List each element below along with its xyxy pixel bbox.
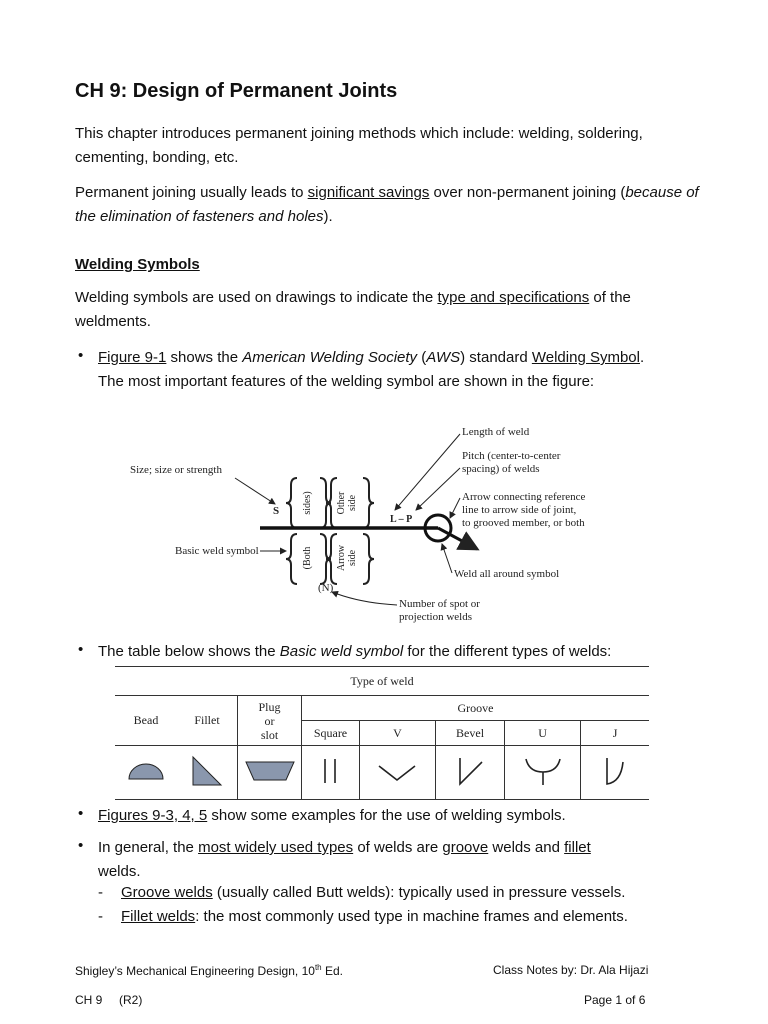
link-figures-9-3-4-5: Figures 9-3, 4, 5 [98, 807, 208, 824]
footer-book [75, 963, 343, 978]
intro-paragraph-2 [75, 181, 705, 229]
label-other-2: side [347, 494, 358, 512]
bullet-marker: • [78, 641, 84, 658]
footer-notes: Class Notes by: Dr. Ala Hijazi [493, 963, 649, 977]
label-pitch-2: spacing) of welds [462, 463, 540, 475]
italic-aws-name: American Welding Society [242, 349, 418, 366]
text: ). [323, 208, 333, 225]
text: Permanent joining usually leads to [75, 184, 308, 201]
symbol-square-cell [302, 746, 360, 800]
text: welds. [98, 863, 141, 880]
emphasis-welding-symbol: Welding Symbol [531, 349, 640, 366]
italic-note: because of the elimination of fasteners and holes [75, 184, 699, 225]
bullet-marker: • [78, 347, 84, 364]
label-lp: L – P [390, 514, 413, 525]
bullet-2 [98, 640, 698, 664]
label-spot-2: projection welds [399, 611, 473, 623]
col-bevel: Bevel [435, 721, 504, 746]
text: over non-permanent joining ( [429, 184, 626, 201]
plug-line-3: slot [260, 727, 279, 742]
col-v: V [359, 721, 435, 746]
col-j: J [581, 721, 649, 746]
symbol-plug-cell [238, 746, 302, 800]
section-heading: Welding Symbols [75, 256, 200, 273]
text: (usually called Butt welds): typically used in pressure vessels. [212, 884, 626, 901]
bullet-marker: • [78, 837, 84, 854]
text: Ed. [321, 964, 343, 978]
v-symbol-icon [375, 756, 419, 786]
label-pitch-1: Pitch (center-to-center [462, 450, 561, 462]
bullet-1 [98, 346, 698, 394]
leader-spot [332, 592, 397, 605]
bullet-3 [98, 804, 698, 828]
symbol-j-cell [581, 746, 649, 800]
label-spot-1: Number of spot or [399, 598, 480, 610]
label-other-1: Other [336, 491, 347, 515]
label-basic-weld: Basic weld symbol [175, 545, 259, 557]
bullet-marker: • [78, 805, 84, 822]
emphasis-most-widely-used: most widely used types [198, 839, 354, 856]
emphasis-type-specs: type and specifications [437, 289, 590, 306]
footer-chapter: CH 9 (R2) [75, 993, 143, 1007]
text: ( [417, 349, 427, 366]
col-plug [238, 696, 302, 746]
welding-symbol-figure [120, 418, 620, 626]
emphasis-groove: groove [442, 839, 489, 856]
label-n: (N) [318, 582, 334, 594]
symbol-bead-cell [115, 746, 177, 800]
brace-bottom-left [286, 534, 297, 584]
subitem-fillet [121, 908, 628, 925]
text: ) standard [460, 349, 532, 366]
text: The most important features of the welding symbol are shown in the figure: [98, 373, 595, 390]
emphasis-groove-welds: Groove welds [121, 884, 213, 901]
text: for the different types of welds: [403, 643, 612, 660]
col-bead: Bead [115, 696, 177, 746]
brace-bottom-right [363, 534, 374, 584]
text: The table below shows the [98, 643, 280, 660]
section-paragraph [75, 286, 705, 334]
col-square: Square [302, 721, 360, 746]
text: Welding symbols are used on drawings to indicate the [75, 289, 438, 306]
col-groove: Groove [302, 696, 650, 721]
text: show some examples for the use of welding symbols. [207, 807, 566, 824]
symbol-v-cell [359, 746, 435, 800]
fillet-symbol-icon [187, 754, 227, 788]
text: . [639, 349, 645, 366]
superscript: th [314, 963, 322, 972]
label-arrow-conn-1: Arrow connecting reference [462, 491, 586, 503]
emphasis-significant-savings: significant savings [307, 184, 430, 201]
bevel-symbol-icon [450, 754, 490, 788]
weld-type-table [115, 666, 649, 800]
text: Shigley’s Mechanical Engineering Design, 10 [75, 964, 315, 978]
label-s: S [273, 505, 280, 517]
plug-line-2: or [264, 713, 275, 728]
text: In general, the [98, 839, 199, 856]
text: shows the [166, 349, 243, 366]
label-arrow-2: side [347, 549, 358, 567]
emphasis-fillet: fillet [564, 839, 591, 856]
col-u: U [505, 721, 581, 746]
italic-aws: AWS [426, 349, 461, 366]
intro-paragraph-1: This chapter introduces permanent joining methods which include: welding, soldering, cementing, bonding, etc. [75, 125, 643, 166]
bead-symbol-icon [126, 759, 166, 783]
italic-basic-weld-symbol: Basic weld symbol [279, 643, 404, 660]
label-length-of-weld: Length of weld [462, 426, 530, 438]
label-sides: sides) [302, 491, 313, 515]
col-fillet: Fillet [177, 696, 238, 746]
plug-line-1: Plug [258, 699, 281, 714]
j-symbol-icon [595, 754, 635, 788]
bullet-4 [98, 836, 698, 884]
dash-marker: - [98, 908, 103, 925]
label-arrow-conn-3: to grooved member, or both [462, 517, 585, 529]
text: : the most commonly used type in machine frames and elements. [195, 908, 628, 925]
plug-symbol-icon [244, 759, 296, 783]
subitem-groove [121, 884, 625, 901]
label-weld-all-around: Weld all around symbol [454, 568, 560, 580]
symbol-u-cell [505, 746, 581, 800]
dash-marker: - [98, 884, 103, 901]
symbol-bevel-cell [435, 746, 504, 800]
leader-weld-all-around [442, 544, 452, 573]
leader-pitch [416, 468, 460, 510]
text: of the weldments. [75, 289, 631, 330]
page-title: CH 9: Design of Permanent Joints [75, 80, 398, 102]
label-arrow-1: Arrow [336, 544, 347, 572]
text: welds and [488, 839, 565, 856]
link-figure-9-1: Figure 9-1 [98, 349, 167, 366]
u-symbol-icon [521, 754, 565, 788]
text: of welds are [353, 839, 443, 856]
symbol-fillet-cell [177, 746, 238, 800]
brace-top-left [286, 478, 297, 528]
label-size: Size; size or strength [130, 464, 222, 476]
emphasis-fillet-welds: Fillet welds [121, 908, 196, 925]
footer-page: Page 1 of 6 [584, 993, 646, 1007]
square-symbol-icon [315, 756, 345, 786]
brace-top-right [363, 478, 374, 528]
table-header: Type of weld [115, 667, 649, 696]
label-arrow-conn-2: line to arrow side of joint, [462, 504, 577, 516]
label-both: (Both [302, 546, 313, 570]
leader-arrow-conn [450, 498, 460, 518]
leader-size [235, 478, 275, 504]
